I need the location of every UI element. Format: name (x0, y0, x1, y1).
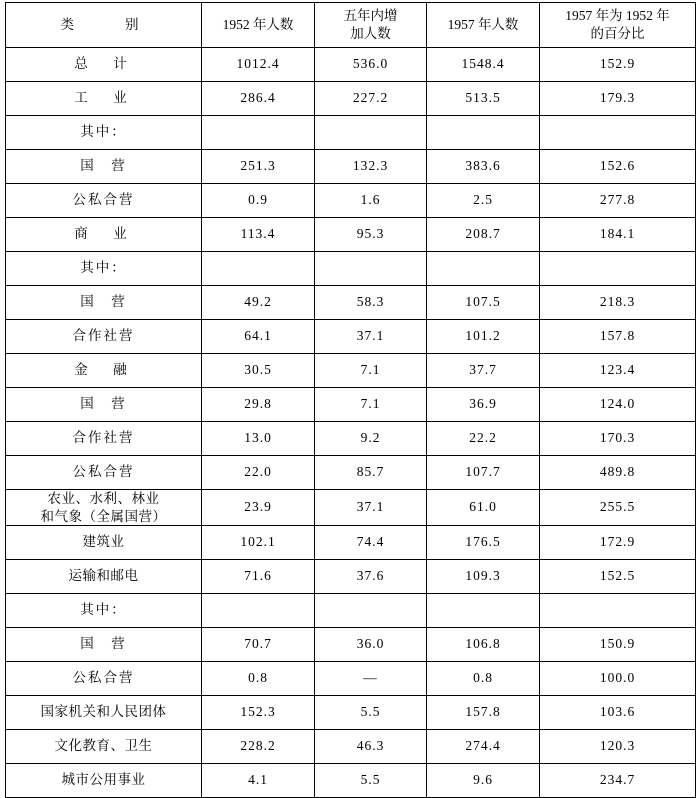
cell-1957: 9.6 (427, 764, 540, 798)
table-row (6, 594, 696, 628)
table-row (6, 82, 696, 116)
table-row (6, 456, 696, 490)
cell-1952: 228.2 (202, 730, 315, 764)
cell-percent (540, 594, 696, 628)
cell-increase (315, 252, 427, 286)
table-row (6, 218, 696, 252)
cell-percent: 179.3 (540, 82, 696, 116)
cell-1952 (202, 252, 315, 286)
row-label: 国 营 (6, 628, 202, 662)
cell-percent: 150.9 (540, 628, 696, 662)
row-label: 其中： (6, 252, 202, 286)
cell-1957: 36.9 (427, 388, 540, 422)
row-label: 运输和邮电 (6, 560, 202, 594)
cell-increase: 5.5 (315, 696, 427, 730)
table-row (6, 286, 696, 320)
column-header-1952-text: 1952 年人数 (222, 16, 294, 32)
cell-increase (315, 116, 427, 150)
cell-1952: 251.3 (202, 150, 315, 184)
table-row (6, 388, 696, 422)
table-row (6, 354, 696, 388)
cell-1957: 274.4 (427, 730, 540, 764)
cell-1952: 29.8 (202, 388, 315, 422)
cell-1952: 4.1 (202, 764, 315, 798)
row-label: 国 营 (6, 388, 202, 422)
cell-increase: 536.0 (315, 48, 427, 82)
row-label: 合作社营 (6, 320, 202, 354)
cell-increase: 9.2 (315, 422, 427, 456)
column-header-category (6, 3, 202, 48)
cell-1957: 176.5 (427, 526, 540, 560)
cell-increase: 5.5 (315, 764, 427, 798)
cell-1952: 30.5 (202, 354, 315, 388)
table-row (6, 764, 696, 798)
cell-1957: 106.8 (427, 628, 540, 662)
cell-1957: 107.5 (427, 286, 540, 320)
cell-percent: 218.3 (540, 286, 696, 320)
cell-increase (315, 594, 427, 628)
cell-increase: 7.1 (315, 388, 427, 422)
table-row (6, 526, 696, 560)
table-row (6, 48, 696, 82)
column-header-increase (315, 3, 427, 48)
cell-percent: 152.9 (540, 48, 696, 82)
column-header-category-text: 类 别 (60, 16, 147, 32)
cell-1952: 13.0 (202, 422, 315, 456)
cell-1957: 22.2 (427, 422, 540, 456)
table-row (6, 320, 696, 354)
column-header-percent-line2: 的百分比 (590, 26, 645, 41)
row-label: 其中： (6, 594, 202, 628)
cell-increase: — (315, 662, 427, 696)
cell-percent: 120.3 (540, 730, 696, 764)
row-label-line2: 和气象（全属国营） (40, 508, 167, 524)
cell-increase: 7.1 (315, 354, 427, 388)
cell-1952 (202, 116, 315, 150)
cell-percent: 172.9 (540, 526, 696, 560)
cell-1952: 71.6 (202, 560, 315, 594)
cell-1957: 61.0 (427, 490, 540, 526)
cell-increase: 37.1 (315, 320, 427, 354)
cell-percent: 277.8 (540, 184, 696, 218)
row-label: 国 营 (6, 150, 202, 184)
table-row (6, 116, 696, 150)
row-label: 其中： (6, 116, 202, 150)
cell-increase: 132.3 (315, 150, 427, 184)
row-label: 总 计 (6, 48, 202, 82)
row-label: 国家机关和人民团体 (6, 696, 202, 730)
cell-increase: 74.4 (315, 526, 427, 560)
cell-increase: 58.3 (315, 286, 427, 320)
column-header-increase-line1: 五年内增 (343, 8, 398, 24)
cell-1952: 64.1 (202, 320, 315, 354)
row-label: 公私合营 (6, 456, 202, 490)
cell-percent: 234.7 (540, 764, 696, 798)
statistics-table (5, 2, 696, 798)
row-label: 商 业 (6, 218, 202, 252)
cell-percent (540, 252, 696, 286)
cell-percent (540, 116, 696, 150)
cell-1957: 1548.4 (427, 48, 540, 82)
cell-1957: 37.7 (427, 354, 540, 388)
column-header-percent (540, 3, 696, 48)
cell-1957 (427, 252, 540, 286)
table-header (6, 3, 696, 48)
column-header-percent-line1: 1957 年为 1952 年 (565, 8, 670, 24)
cell-increase: 1.6 (315, 184, 427, 218)
cell-increase: 227.2 (315, 82, 427, 116)
table-row (6, 628, 696, 662)
cell-1957 (427, 116, 540, 150)
cell-1957: 383.6 (427, 150, 540, 184)
cell-increase: 36.0 (315, 628, 427, 662)
row-label: 建筑业 (6, 526, 202, 560)
cell-percent: 489.8 (540, 456, 696, 490)
row-label: 城市公用事业 (6, 764, 202, 798)
cell-1952: 23.9 (202, 490, 315, 526)
document-page (0, 2, 700, 788)
cell-1952: 286.4 (202, 82, 315, 116)
cell-1952: 102.1 (202, 526, 315, 560)
column-header-1952 (202, 3, 315, 48)
cell-1957: 109.3 (427, 560, 540, 594)
row-label: 工 业 (6, 82, 202, 116)
cell-1952: 113.4 (202, 218, 315, 252)
cell-percent: 124.0 (540, 388, 696, 422)
row-label: 金 融 (6, 354, 202, 388)
cell-1957: 101.2 (427, 320, 540, 354)
cell-1957: 513.5 (427, 82, 540, 116)
row-label: 国 营 (6, 286, 202, 320)
table-row (6, 150, 696, 184)
cell-1957: 107.7 (427, 456, 540, 490)
row-label: 公私合营 (6, 184, 202, 218)
cell-1957 (427, 594, 540, 628)
cell-1952: 49.2 (202, 286, 315, 320)
cell-increase: 85.7 (315, 456, 427, 490)
row-label (6, 490, 202, 526)
cell-percent: 184.1 (540, 218, 696, 252)
column-header-1957-text: 1957 年人数 (447, 16, 519, 32)
cell-1952: 70.7 (202, 628, 315, 662)
cell-percent: 103.6 (540, 696, 696, 730)
table-row (6, 184, 696, 218)
cell-1952: 0.8 (202, 662, 315, 696)
table-row (6, 560, 696, 594)
cell-percent: 170.3 (540, 422, 696, 456)
cell-1957: 157.8 (427, 696, 540, 730)
cell-1957: 0.8 (427, 662, 540, 696)
table-row (6, 662, 696, 696)
cell-1952: 152.3 (202, 696, 315, 730)
cell-percent: 123.4 (540, 354, 696, 388)
table-row (6, 490, 696, 526)
cell-1952: 22.0 (202, 456, 315, 490)
cell-percent: 255.5 (540, 490, 696, 526)
row-label-line1: 农业、水利、林业 (47, 491, 160, 506)
table-row (6, 730, 696, 764)
column-header-increase-line2: 加人数 (350, 26, 391, 41)
cell-percent: 152.6 (540, 150, 696, 184)
cell-1957: 2.5 (427, 184, 540, 218)
row-label: 文化教育、卫生 (6, 730, 202, 764)
cell-1952 (202, 594, 315, 628)
cell-percent: 100.0 (540, 662, 696, 696)
column-header-1957 (427, 3, 540, 48)
cell-increase: 46.3 (315, 730, 427, 764)
row-label: 公私合营 (6, 662, 202, 696)
table-row (6, 696, 696, 730)
table-header-row (6, 3, 696, 48)
cell-percent: 157.8 (540, 320, 696, 354)
table-row (6, 252, 696, 286)
cell-increase: 37.6 (315, 560, 427, 594)
cell-increase: 37.1 (315, 490, 427, 526)
table-body (6, 48, 696, 798)
cell-1952: 0.9 (202, 184, 315, 218)
cell-increase: 95.3 (315, 218, 427, 252)
cell-1957: 208.7 (427, 218, 540, 252)
cell-percent: 152.5 (540, 560, 696, 594)
row-label: 合作社营 (6, 422, 202, 456)
cell-1952: 1012.4 (202, 48, 315, 82)
table-row (6, 422, 696, 456)
